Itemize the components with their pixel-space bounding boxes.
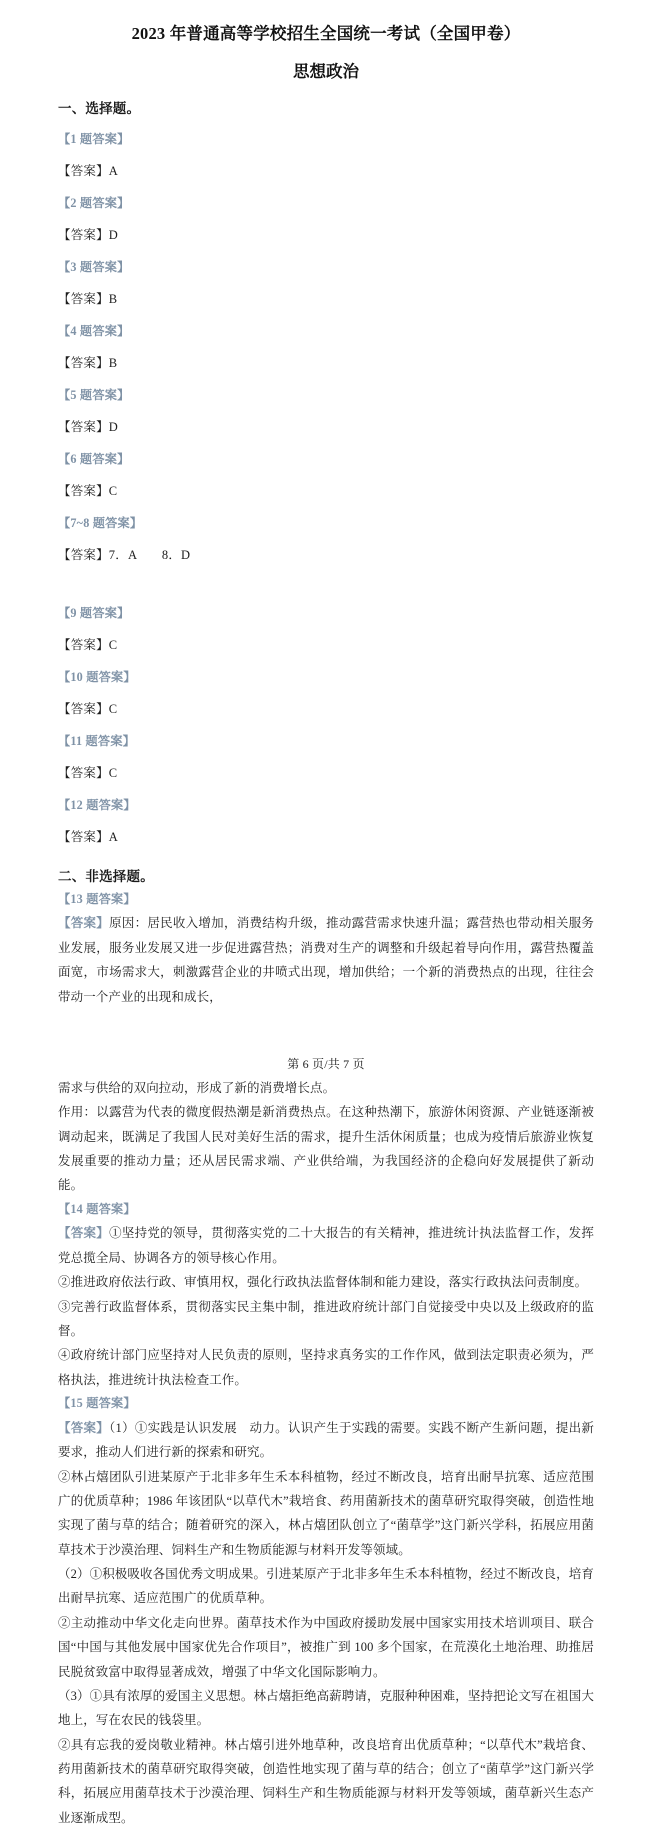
answer-label: 【答案】 [58,1420,110,1435]
question-answer: 【答案】7．A 8．D [58,548,191,563]
question-header: 【9 题答案】 [58,606,130,621]
question-answer: 【答案】D [58,420,119,435]
question-answer: 【答案】C [58,766,118,781]
section-heading-one: 一、选择题。 [58,100,141,116]
answer-paragraph-14-point-3: ③完善行政监督体系，贯彻落实民主集中制，推进政府统计部门自觉接受中央以及上级政府的监督。 [58,1299,594,1338]
answer-paragraph-15-part2-b: ②主动推动中华文化走向世界。菌草技术作为中国政府援助发展中国家实用技术培训项目、联合国“中国与其他发展中国家优先合作项目”，被推广到 100 多个国家，在荒漠化土地治理、助推居民脱贫致富中取得显著成效，增强了中华文化国际影响力。 [58,1615,594,1679]
question-header: 【4 题答案】 [58,324,130,339]
bottom-gap [58,1830,594,1836]
question-answer: 【答案】B [58,356,118,371]
answer-label: 【答案】 [58,916,110,931]
question-header: 【6 题答案】 [58,452,130,467]
question-header: 【10 题答案】 [58,670,136,685]
question-header: 【7~8 题答案】 [58,516,143,531]
page-title: 2023 年普通高等学校招生全国统一考试（全国甲卷） [131,24,521,43]
answer-paragraph-14-point-2: ②推进政府依法行政、审慎用权，强化行政执法监督体制和能力建设，落实行政执法问责制度。 [58,1275,588,1290]
answer-spacer [58,571,594,597]
choice-answers-list [58,123,594,853]
question-header-15: 【15 题答案】 [58,1396,136,1411]
answer-paragraph-15-part3-a: （3）①具有浓厚的爱国主义思想。林占熺拒绝高薪聘请，克服种种困难，坚持把论文写在祖国大地上，写在农民的钱袋里。 [58,1688,594,1728]
question-answer: 【答案】B [58,292,118,307]
answer-label: 【答案】 [58,1226,110,1241]
question-header: 【5 题答案】 [58,388,130,403]
question-answer: 【答案】C [58,702,118,717]
page-break-gap [58,1009,594,1053]
answer-paragraph-15-part2-a: （2）①积极吸收各国优秀文明成果。引进某原产于北非多年生禾本科植物，经过不断改良，培育出耐旱抗寒、适应范围广的优质草种。 [58,1567,594,1606]
answer-text: ①坚持党的领导，贯彻落实党的二十大报告的有关精神，推进统计执法监督工作，发挥党总揽全局、协调各方的领导核心作用。 [58,1226,594,1265]
question-header: 【12 题答案】 [58,798,136,813]
answer-paragraph-14-point-4: ④政府统计部门应坚持对人民负责的原则，坚持求真务实的工作作风，做到法定职责必须为，严格执法，推进统计执法检查工作。 [58,1348,594,1387]
question-answer: 【答案】A [58,830,119,845]
question-answer: 【答案】C [58,484,118,499]
answer-paragraph-15-part3-b: ②具有忘我的爱岗敬业精神。林占熺引进外地草种，改良培育出优质草种；“以草代木”栽培食、药用菌新技术的菌草研究取得突破，创造性地实现了菌与草的结合；创立了“菌草学”这门新兴学科，拓展应用菌草技术于沙漠治理、饲料生产和生物质能源与材料开发等领域，菌草新兴生态产业逐渐成型。 [58,1737,594,1825]
answer-paragraph-13-continued: 需求与供给的双向拉动，形成了新的消费增长点。 [58,1080,336,1095]
question-header-13: 【13 题答案】 [58,891,136,906]
question-header: 【3 题答案】 [58,260,130,275]
question-header: 【11 题答案】 [58,734,136,749]
answer-paragraph-13-effect: 作用：以露营为代表的微度假热潮是新消费热点。在这种热潮下，旅游休闲资源、产业链逐渐被调动起来，既满足了我国人民对美好生活的需求，提升生活休闲质量；也成为疫情后旅游业恢复发展重要的推动力量；还从居民需求端、产业供给端，为我国经济的企稳向好发展提供了新动能。 [58,1105,594,1193]
answer-paragraph-15-part1-a [58,1416,594,1465]
page-footer: 第 6 页/共 7 页 [287,1056,365,1071]
answer-paragraph-15-part1-b: ②林占熺团队引进某原产于北非多年生禾本科植物，经过不断改良，培育出耐旱抗寒、适应范围广的优质草种；1986 年该团队“以草代木”栽培食、药用菌新技术的菌草研究取得突破，创造性地实现了菌与草的结合；随着研究的深入，林占熺团队创立了“菌草学”这门新兴学科，拓展应用菌草技术于沙漠治理、饲料生产和生物质能源与材料开发等领域。 [58,1469,594,1557]
question-answer: 【答案】C [58,638,118,653]
answer-text: 原因：居民收入增加，消费结构升级，推动露营需求快速升温；露营热也带动相关服务业发展，服务业发展又进一步促进露营热；消费对生产的调整和升级起着导向作用，露营热覆盖面宽，市场需求大，刺激露营企业的井喷式出现，增加供给；一个新的消费热点的出现，往往会带动一个产业的出现和成长， [58,916,594,1004]
answer-paragraph-13-reason [58,911,594,1009]
question-answer: 【答案】A [58,164,119,179]
answer-text: （1）①实践是认识发展 动力。认识产生于实践的需要。实践不断产生新问题，提出新要求，推动人们进行新的探索和研究。 [58,1420,594,1460]
section-heading-two: 二、非选择题。 [58,869,154,885]
question-answer: 【答案】D [58,228,119,243]
question-header: 【2 题答案】 [58,196,130,211]
page-subject: 思想政治 [293,61,359,81]
question-header: 【1 题答案】 [58,132,130,147]
question-header-14: 【14 题答案】 [58,1201,136,1216]
answer-paragraph-14-point-1 [58,1221,594,1270]
